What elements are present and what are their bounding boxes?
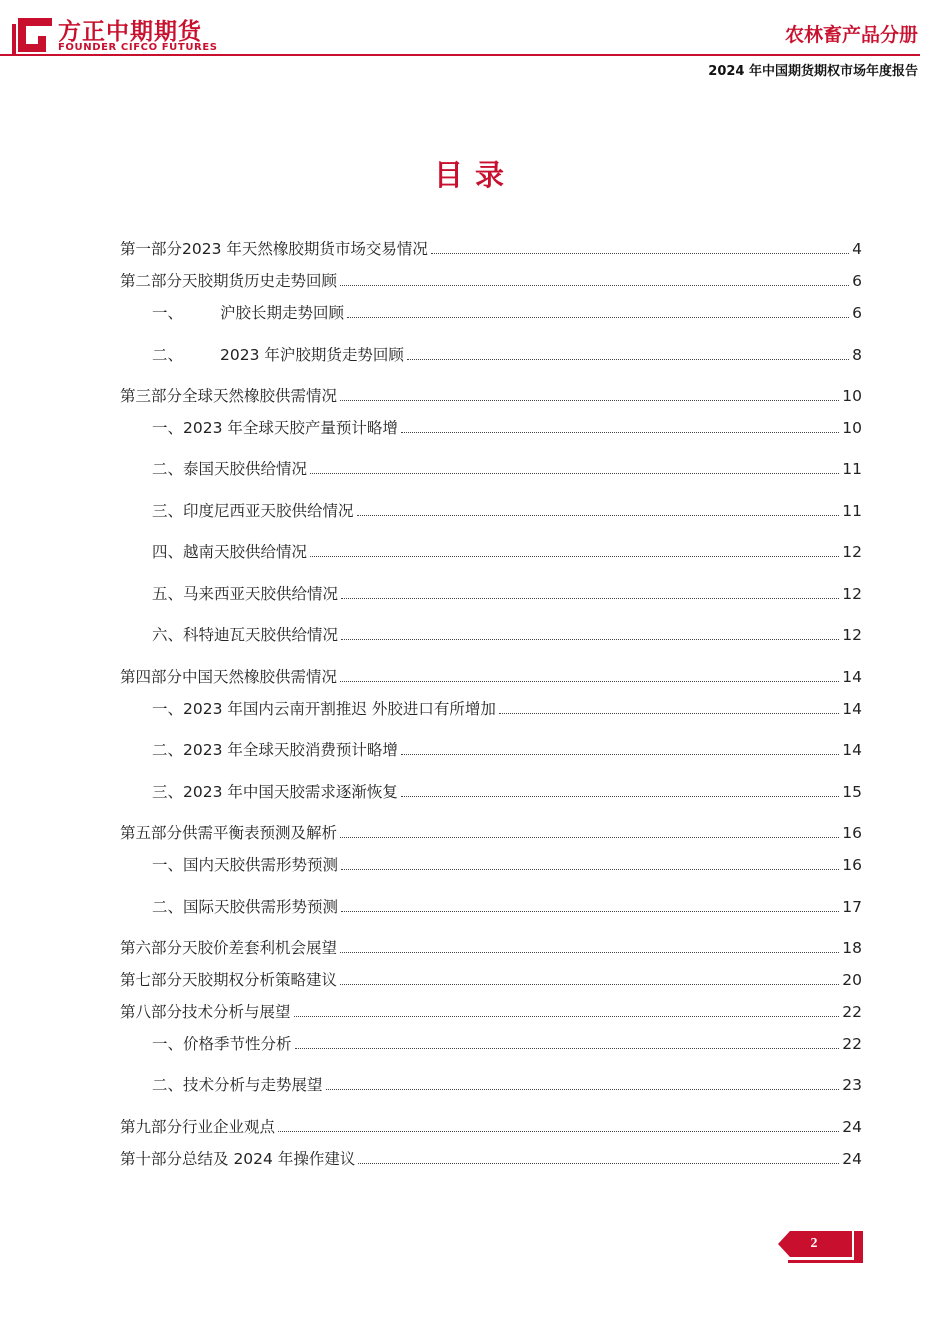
page-number: 2 bbox=[810, 1236, 818, 1251]
toc-leader-dots bbox=[326, 1089, 840, 1090]
toc-entry-5-1[interactable] bbox=[152, 854, 862, 876]
toc-entry-prefix: 一、 bbox=[152, 856, 184, 874]
toc-entry-title: 2023 年天然橡胶期货市场交易情况 bbox=[182, 240, 428, 258]
toc-entry-page: 20 bbox=[842, 971, 862, 989]
toc-entry-title: 中国天然橡胶供需情况 bbox=[182, 668, 338, 686]
toc-leader-dots bbox=[340, 400, 839, 401]
toc-leader-dots bbox=[357, 515, 840, 516]
toc-entry-page: 12 bbox=[842, 543, 862, 561]
toc-leader-dots bbox=[310, 473, 839, 474]
volume-title: 农林畜产品分册 bbox=[784, 24, 918, 46]
toc-leader-dots bbox=[431, 253, 849, 254]
toc-entry-page: 22 bbox=[842, 1003, 862, 1021]
brand-name-cn: 方正中期期货 bbox=[58, 19, 202, 45]
toc-entry-page: 11 bbox=[842, 460, 862, 478]
toc-entry-title: 2023 年沪胶期货走势回顾 bbox=[220, 346, 404, 364]
toc-entry-page: 6 bbox=[852, 272, 862, 290]
toc-entry-prefix: 第四部分 bbox=[120, 668, 183, 686]
toc-entry-prefix: 一、 bbox=[152, 419, 184, 437]
toc-entry-prefix: 三、 bbox=[152, 783, 184, 801]
toc-leader-dots bbox=[340, 984, 839, 985]
toc-entry-prefix: 第九部分 bbox=[120, 1118, 183, 1136]
toc-entry-prefix: 第二部分 bbox=[120, 272, 183, 290]
toc-entry-part-4[interactable] bbox=[120, 666, 862, 688]
toc-entry-page: 12 bbox=[842, 626, 862, 644]
toc-entry-3-4[interactable] bbox=[152, 541, 862, 563]
toc-entry-title: 技术分析与走势展望 bbox=[183, 1076, 323, 1094]
toc-leader-dots bbox=[340, 837, 839, 838]
toc-entry-prefix: 二、 bbox=[152, 898, 184, 916]
toc-entry-page: 18 bbox=[842, 939, 862, 957]
toc-entry-title: 总结及 2024 年操作建议 bbox=[182, 1150, 356, 1168]
toc-entry-page: 22 bbox=[842, 1035, 862, 1053]
toc-entry-prefix: 一、 bbox=[152, 1035, 184, 1053]
toc-entry-3-2[interactable] bbox=[152, 458, 862, 480]
toc-entry-title: 国内天胶供需形势预测 bbox=[183, 856, 339, 874]
toc-entry-page: 10 bbox=[842, 419, 862, 437]
toc-entry-page: 8 bbox=[852, 346, 862, 364]
toc-entry-page: 14 bbox=[842, 700, 862, 718]
toc-entry-title: 技术分析与展望 bbox=[182, 1003, 291, 1021]
toc-entry-title: 马来西亚天胶供给情况 bbox=[183, 585, 339, 603]
toc-entry-part-6[interactable] bbox=[120, 937, 862, 959]
toc-leader-dots bbox=[341, 598, 839, 599]
toc-entry-title: 沪胶长期走势回顾 bbox=[220, 304, 345, 322]
toc-entry-title: 天胶价差套利机会展望 bbox=[182, 939, 338, 957]
toc-leader-dots bbox=[278, 1131, 839, 1132]
toc-entry-page: 24 bbox=[842, 1150, 862, 1168]
toc-entry-part-3[interactable] bbox=[120, 385, 862, 407]
toc-entry-title: 价格季节性分析 bbox=[183, 1035, 292, 1053]
toc-entry-prefix: 一、 bbox=[152, 700, 184, 718]
toc-entry-prefix: 第八部分 bbox=[120, 1003, 183, 1021]
toc-entry-title: 供需平衡表预测及解析 bbox=[182, 824, 338, 842]
toc-entry-prefix: 第五部分 bbox=[120, 824, 183, 842]
toc-entry-prefix: 第七部分 bbox=[120, 971, 183, 989]
toc-entry-3-5[interactable] bbox=[152, 583, 862, 605]
toc-entry-2-2[interactable] bbox=[152, 344, 862, 366]
toc-entry-part-5[interactable] bbox=[120, 822, 862, 844]
toc-entry-prefix: 四、 bbox=[152, 543, 184, 561]
toc-leader-dots bbox=[347, 317, 849, 318]
toc-entry-title: 越南天胶供给情况 bbox=[183, 543, 308, 561]
toc-entry-3-1[interactable] bbox=[152, 417, 862, 439]
toc-entry-page: 24 bbox=[842, 1118, 862, 1136]
toc-entry-title: 2023 年全球天胶产量预计略增 bbox=[183, 419, 398, 437]
toc-entry-page: 14 bbox=[842, 741, 862, 759]
toc-leader-dots bbox=[401, 432, 839, 433]
toc-entry-part-8[interactable] bbox=[120, 1001, 862, 1023]
toc-entry-page: 6 bbox=[852, 304, 862, 322]
toc-entry-3-3[interactable] bbox=[152, 500, 862, 522]
toc-entry-4-3[interactable] bbox=[152, 781, 862, 803]
toc-leader-dots bbox=[340, 952, 839, 953]
toc-leader-dots bbox=[294, 1016, 840, 1017]
toc-entry-page: 4 bbox=[852, 240, 862, 258]
toc-entry-prefix: 第十部分 bbox=[120, 1150, 183, 1168]
toc-entry-prefix: 三、 bbox=[152, 502, 184, 520]
toc-leader-dots bbox=[358, 1163, 839, 1164]
toc-leader-dots bbox=[340, 681, 839, 682]
toc-entry-prefix: 五、 bbox=[152, 585, 184, 603]
toc-entry-page: 15 bbox=[842, 783, 862, 801]
toc-entry-title: 泰国天胶供给情况 bbox=[183, 460, 308, 478]
toc-entry-page: 12 bbox=[842, 585, 862, 603]
toc-entry-prefix: 六、 bbox=[152, 626, 184, 644]
toc-leader-dots bbox=[295, 1048, 840, 1049]
toc-entry-3-6[interactable] bbox=[152, 624, 862, 646]
toc-entry-2-1[interactable] bbox=[152, 302, 862, 324]
toc-entry-title: 国际天胶供需形势预测 bbox=[183, 898, 339, 916]
toc-leader-dots bbox=[310, 556, 839, 557]
toc-entry-page: 16 bbox=[842, 824, 862, 842]
toc-entry-prefix: 二、 bbox=[152, 1076, 184, 1094]
toc-entry-title: 印度尼西亚天胶供给情况 bbox=[183, 502, 354, 520]
toc-leader-dots bbox=[401, 754, 839, 755]
toc-entry-4-2[interactable] bbox=[152, 739, 862, 761]
toc-entry-part-7[interactable] bbox=[120, 969, 862, 991]
toc-leader-dots bbox=[407, 359, 849, 360]
toc-heading: 目录 bbox=[433, 158, 516, 192]
toc-leader-dots bbox=[499, 713, 839, 714]
toc-entry-page: 11 bbox=[842, 502, 862, 520]
toc-entry-title: 2023 年全球天胶消费预计略增 bbox=[183, 741, 398, 759]
toc-leader-dots bbox=[341, 869, 839, 870]
toc-entry-page: 14 bbox=[842, 668, 862, 686]
toc-entry-page: 17 bbox=[842, 898, 862, 916]
toc-entry-prefix: 二、 bbox=[152, 346, 184, 364]
toc-entry-page: 16 bbox=[842, 856, 862, 874]
toc-entry-prefix: 第六部分 bbox=[120, 939, 183, 957]
toc-leader-dots bbox=[401, 796, 839, 797]
toc-entry-prefix: 第一部分 bbox=[120, 240, 183, 258]
toc-entry-part-2[interactable] bbox=[120, 270, 862, 292]
toc-entry-prefix: 第三部分 bbox=[120, 387, 183, 405]
toc-entry-title: 全球天然橡胶供需情况 bbox=[182, 387, 338, 405]
toc-entry-5-2[interactable] bbox=[152, 896, 862, 918]
toc-entry-title: 天胶期权分析策略建议 bbox=[182, 971, 338, 989]
toc-entry-part-1[interactable] bbox=[120, 238, 862, 260]
toc-leader-dots bbox=[341, 639, 839, 640]
toc-entry-title: 2023 年中国天胶需求逐渐恢复 bbox=[183, 783, 398, 801]
toc-entry-8-1[interactable] bbox=[152, 1033, 862, 1055]
report-title: 2024 年中国期货期权市场年度报告 bbox=[708, 64, 918, 79]
toc-entry-part-10[interactable] bbox=[120, 1148, 862, 1170]
toc-entry-page: 23 bbox=[842, 1076, 862, 1094]
toc-leader-dots bbox=[341, 911, 839, 912]
toc-entry-prefix: 二、 bbox=[152, 741, 184, 759]
toc-entry-page: 10 bbox=[842, 387, 862, 405]
toc-entry-part-9[interactable] bbox=[120, 1116, 862, 1138]
toc-entry-title: 2023 年国内云南开割推迟 外胶进口有所增加 bbox=[183, 700, 496, 718]
toc-leader-dots bbox=[340, 285, 849, 286]
toc-entry-4-1[interactable] bbox=[152, 698, 862, 720]
brand-name-en: FOUNDER CIFCO FUTURES bbox=[58, 42, 218, 53]
toc-entry-title: 行业企业观点 bbox=[182, 1118, 276, 1136]
toc-entry-title: 科特迪瓦天胶供给情况 bbox=[183, 626, 339, 644]
toc-entry-prefix: 一、 bbox=[152, 304, 184, 322]
toc-entry-8-2[interactable] bbox=[152, 1074, 862, 1096]
toc-entry-prefix: 二、 bbox=[152, 460, 184, 478]
toc-entry-title: 天胶期货历史走势回顾 bbox=[182, 272, 338, 290]
